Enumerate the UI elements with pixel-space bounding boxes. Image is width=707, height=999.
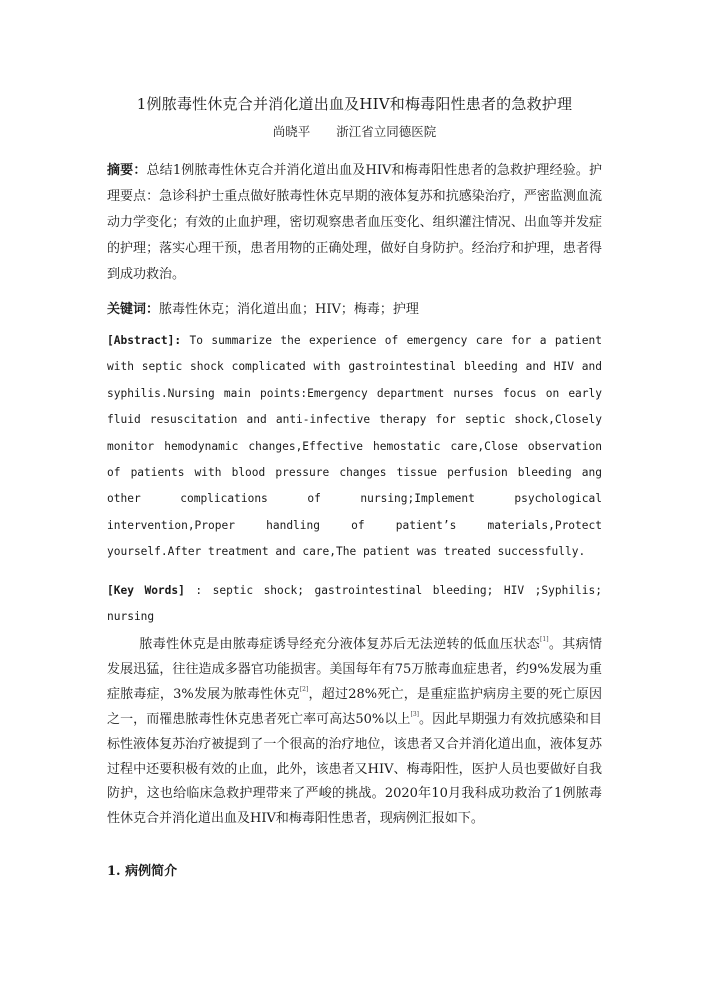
intro-text-1: 脓毒性休克是由脓毒症诱导经充分液体复苏后无法逆转的低血压状态 (139, 637, 541, 652)
citation-ref-1: [1] (540, 636, 549, 643)
author-affiliation: 浙江省立同德医院 (336, 124, 437, 139)
intro-text-2: 。其病情发展迅猛，往往造成多器官功能损害。美国每年有75万脓毒血症患者，约9%发展为重症脓毒症，3%发展为脓毒性休克 (107, 637, 602, 702)
intro-paragraph (107, 633, 602, 832)
paper-title: 1例脓毒性休克合并消化道出血及HIV和梅毒阳性患者的急救护理 (136, 95, 573, 113)
intro-text-4: 。因此早期强力有效抗感染和目标性液体复苏治疗被提到了一个很高的治疗地位，该患者又合并消化道出血，液体复苏过程中还要积极有效的止血，此外，该患者又HIV、梅毒阳性，医护人员也要做好自我防护，这也给临床急救护理带来了严峻的挑战。2020年10月我科成功救治了1例脓毒性休克合并消化道出血及HIV和梅毒阳性患者，现病例汇报如下。 (107, 711, 602, 827)
keywords-zh (107, 297, 602, 323)
section-heading-case-summary: 1. 病例简介 (107, 864, 178, 879)
keywords-zh-label: 关键词： (107, 302, 160, 317)
keywords-en-label: [Key Words] (107, 584, 185, 597)
keywords-en (107, 578, 602, 631)
keywords-en-text: : septic shock; gastrointestinal bleeding; HIV ;Syphilis; nursing (107, 584, 602, 624)
abstract-en-text: To summarize the experience of emergency care for a patient with septic shock complicated with gastrointestinal bleeding and HIV and syphilis.Nursing main points:Emergency department nurses focus on early fluid resuscitation and anti-infective therapy for septic shock,Closely monitor hemodynamic changes,Effective hemostatic care,Close observation of patients with blood pressure changes tissue perfusion bleeding ang other complications of nursing;Implement psychological intervention,Proper handling of patient’s materials,Protect yourself.After treatment and care,The patient was treated successfully. (107, 334, 602, 559)
author-name: 尚晓平 (272, 124, 311, 139)
intro-text-3: ，超过28%死亡，是重症监护病房主要的死亡原因之一，而罹患脓毒性休克患者死亡率可高达50%以上 (107, 686, 602, 727)
abstract-en (107, 328, 602, 566)
citation-ref-3: [3] (410, 710, 419, 718)
abstract-zh-label: 摘要： (107, 163, 147, 178)
keywords-zh-text: 脓毒性休克；消化道出血；HIV；梅毒；护理 (159, 302, 419, 317)
byline (107, 122, 602, 140)
abstract-zh (107, 158, 602, 288)
abstract-en-label: [Abstract]: (107, 334, 182, 347)
abstract-zh-text: 总结1例脓毒性休克合并消化道出血及HIV和梅毒阳性患者的急救护理经验。护理要点：急诊科护士重点做好脓毒性休克早期的液体复苏和抗感染治疗，严密监测血流动力学变化；有效的止血护理，密切观察患者血压变化、组织灌注情况、出血等并发症的护理；落实心理干预，患者用物的正确处理，做好自身防护。经治疗和护理，患者得到成功救治。 (107, 163, 602, 282)
citation-ref-2: [2] (299, 685, 309, 693)
